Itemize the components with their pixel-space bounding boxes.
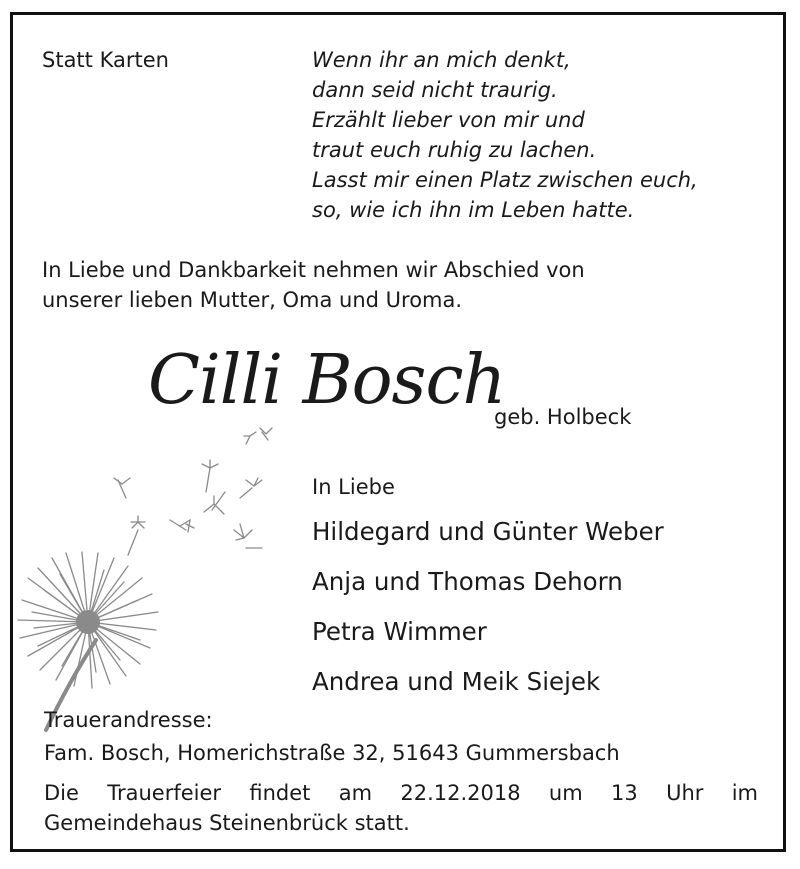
service-line: Gemeindehaus Steinenbrück statt.	[44, 811, 410, 835]
address: Fam. Bosch, Homerichstraße 32, 51643 Gummersbach	[44, 741, 620, 765]
notice-heading: Statt Karten	[42, 48, 169, 72]
mourner-name: Petra Wimmer	[312, 617, 487, 646]
mourner-name: Anja und Thomas Dehorn	[312, 567, 623, 596]
deceased-name: Cilli Bosch	[148, 341, 506, 420]
service-line: Die Trauerfeier findet am 22.12.2018 um 13 Uhr im	[44, 781, 758, 805]
address-label: Trauerandresse:	[44, 708, 213, 732]
poem-line: Lasst mir einen Platz zwischen euch,	[312, 168, 698, 192]
maiden-name: geb. Holbeck	[494, 405, 632, 429]
poem-line: so, wie ich ihn im Leben hatte.	[312, 198, 635, 222]
in-love-label: In Liebe	[312, 475, 395, 499]
service-info	[44, 778, 758, 838]
intro-line: unserer lieben Mutter, Oma und Uroma.	[42, 288, 463, 312]
mourner-name: Andrea und Meik Siejek	[312, 667, 601, 696]
poem-line: traut euch ruhig zu lachen.	[312, 138, 597, 162]
poem-line: Erzählt lieber von mir und	[312, 108, 585, 132]
intro-text	[42, 255, 585, 315]
mourner-name: Hildegard und Günter Weber	[312, 517, 664, 546]
poem-line: Wenn ihr an mich denkt,	[312, 48, 571, 72]
intro-line: In Liebe und Dankbarkeit nehmen wir Abschied von	[42, 258, 585, 282]
poem	[312, 45, 698, 225]
poem-line: dann seid nicht traurig.	[312, 78, 558, 102]
